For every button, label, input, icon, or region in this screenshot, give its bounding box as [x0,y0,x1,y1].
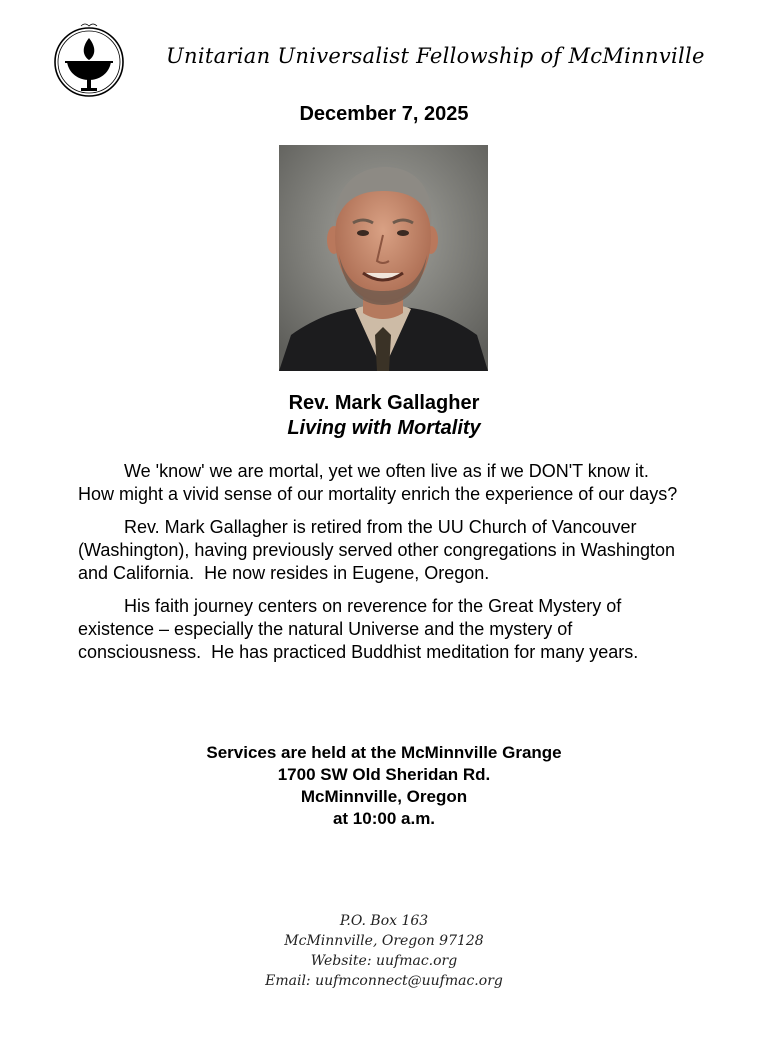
text-line: (Washington), having previously served other congregations in Washington [78,540,675,560]
text-line: How might a vivid sense of our mortality enrich the experience of our days? [78,484,678,504]
service-date: December 7, 2025 [299,103,469,125]
text-line: consciousness. He has practiced Buddhist meditation for many years. [78,642,639,662]
website: Website: uufmac.org [310,953,458,969]
text-line: We 'know' we are mortal, yet we often live as if we DON'T know it. [124,461,649,481]
paragraph [78,460,718,506]
sermon-title: Living with Mortality [287,417,481,439]
location-line: at 10:00 a.m. [332,809,436,828]
speaker-name: Rev. Mark Gallagher [288,392,480,414]
chalice-icon [51,22,127,98]
speaker-portrait [279,145,488,371]
contact-footer [0,911,768,991]
organization-name: Unitarian Universalist Fellowship of McMinnville [166,44,705,68]
location-line: Services are held at the McMinnville Grange [206,743,562,762]
paragraph [78,516,718,585]
service-location [0,742,768,830]
city-zip: McMinnville, Oregon 97128 [284,933,484,949]
text-line: Rev. Mark Gallagher is retired from the UU Church of Vancouver [124,517,637,537]
paragraph [78,595,718,664]
sermon-description [78,460,718,674]
location-line: 1700 SW Old Sheridan Rd. [277,765,491,784]
speaker-block [0,391,768,441]
text-line: and California. He now resides in Eugene, Oregon. [78,563,490,583]
po-box: P.O. Box 163 [339,913,429,929]
location-line: McMinnville, Oregon [300,787,468,806]
email: Email: uufmconnect@uufmac.org [265,973,503,989]
text-line: existence – especially the natural Universe and the mystery of [78,619,573,639]
text-line: His faith journey centers on reverence for the Great Mystery of [124,596,622,616]
